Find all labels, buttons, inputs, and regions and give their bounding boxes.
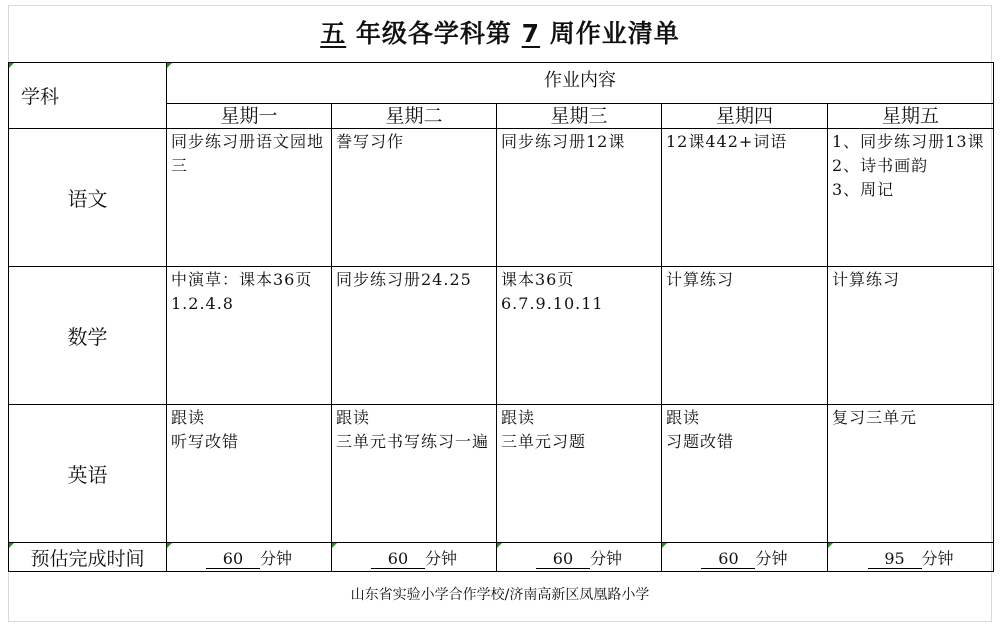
day-header: 星期一 (167, 104, 332, 129)
homework-line: 跟读 (336, 408, 371, 427)
homework-line: 计算练习 (832, 270, 901, 289)
homework-line: 课本36页 (501, 270, 575, 289)
homework-line: 3、周记 (832, 180, 895, 199)
homework-cell (662, 267, 828, 405)
homework-cell (828, 267, 994, 405)
subject-header: 学科 (9, 63, 167, 129)
time-unit: 分钟 (259, 548, 292, 568)
title-suffix: 周作业清单 (549, 19, 680, 48)
homework-cell (828, 129, 994, 267)
homework-cell (662, 405, 828, 543)
day-header: 星期四 (662, 104, 828, 129)
homework-line: 复习三单元 (832, 408, 918, 427)
school-footer: 山东省实验小学合作学校/济南高新区凤凰路小学 (350, 587, 650, 603)
subject-row (9, 405, 994, 543)
homework-cell (332, 405, 497, 543)
time-value: 60 (371, 550, 425, 569)
subject-name: 英语 (9, 405, 167, 543)
title-middle: 年级各学科第 (355, 19, 512, 48)
homework-line: 跟读 (501, 408, 536, 427)
homework-line: 同步练习册12课 (501, 132, 626, 151)
homework-line: 12课442+词语 (666, 132, 788, 151)
homework-line: 跟读 (666, 408, 701, 427)
time-unit: 分钟 (589, 548, 622, 568)
homework-line: 听写改错 (171, 432, 240, 451)
homework-cell (332, 267, 497, 405)
time-value: 60 (536, 550, 590, 569)
subject-name: 语文 (9, 129, 167, 267)
homework-cell (167, 129, 332, 267)
homework-line: 三单元习题 (501, 432, 587, 451)
time-row-label: 预估完成时间 (9, 543, 167, 572)
homework-line: 同步练习册语文园地三 (171, 132, 325, 175)
day-header: 星期五 (828, 104, 994, 129)
homework-line: 6.7.9.10.11 (501, 294, 604, 313)
homework-line: 中演草：课本36页1.2.4.8 (171, 270, 313, 313)
time-value: 60 (701, 550, 755, 569)
homework-line: 三单元书写练习一遍 (336, 432, 490, 451)
title-grade: 五 (320, 19, 347, 48)
content-header: 作业内容 (167, 63, 994, 104)
time-cell (332, 543, 497, 572)
title-week: 7 (521, 19, 541, 48)
homework-cell (497, 405, 662, 543)
time-cell (662, 543, 828, 572)
time-row (9, 543, 994, 572)
time-cell (828, 543, 994, 572)
homework-cell (828, 405, 994, 543)
homework-line: 1、同步练习册13课 (832, 132, 985, 151)
homework-line: 跟读 (171, 408, 206, 427)
time-value: 60 (206, 550, 260, 569)
homework-table (8, 62, 994, 572)
homework-cell (497, 267, 662, 405)
day-header: 星期三 (497, 104, 662, 129)
time-unit: 分钟 (755, 548, 788, 568)
homework-cell (167, 405, 332, 543)
homework-line: 2、诗书画韵 (832, 156, 929, 175)
page-title (0, 14, 1000, 54)
homework-line: 同步练习册24.25 (336, 270, 472, 289)
homework-line: 习题改错 (666, 432, 735, 451)
day-header: 星期二 (332, 104, 497, 129)
subject-name: 数学 (9, 267, 167, 405)
homework-cell (497, 129, 662, 267)
homework-line: 计算练习 (666, 270, 735, 289)
time-value: 95 (868, 550, 922, 569)
homework-cell (662, 129, 828, 267)
time-unit: 分钟 (424, 548, 457, 568)
subject-row (9, 129, 994, 267)
homework-cell (167, 267, 332, 405)
time-cell (497, 543, 662, 572)
subject-row (9, 267, 994, 405)
homework-cell (332, 129, 497, 267)
time-cell (167, 543, 332, 572)
homework-line: 誊写习作 (336, 132, 405, 151)
time-unit: 分钟 (921, 548, 954, 568)
